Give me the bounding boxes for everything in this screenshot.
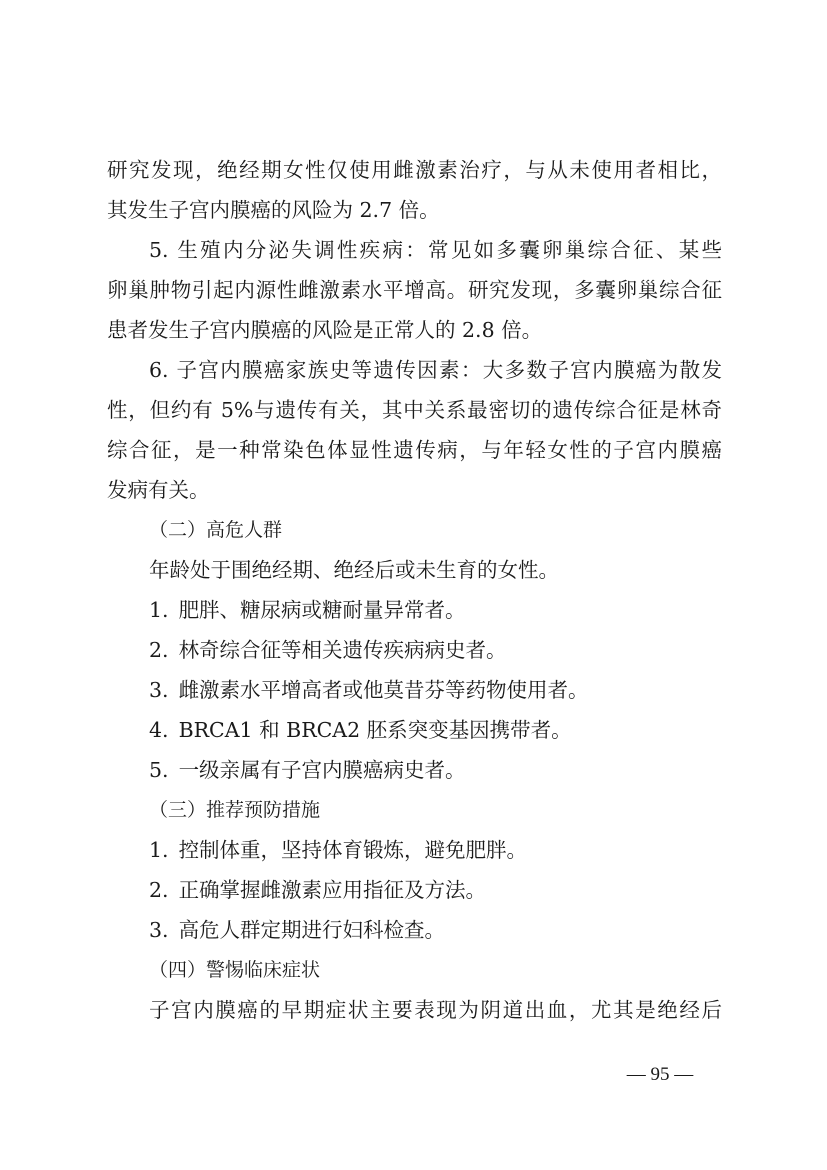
list-item-number: 1. — [149, 838, 169, 862]
paragraph-line: 发病有关。 — [107, 478, 210, 502]
list-item — [107, 710, 722, 750]
paragraph-line: 其发生子宫内膜癌的风险为 2.7 倍。 — [107, 198, 440, 222]
list-item-number: 1. — [149, 598, 169, 622]
paragraph-line: 6. 子宫内膜癌家族史等遗传因素：大多数子宫内膜癌为散发 — [149, 358, 722, 382]
list-item-text: 一级亲属有子宫内膜癌病史者。 — [178, 758, 466, 782]
list-item-text: 控制体重，坚持体育锻炼，避免肥胖。 — [178, 838, 528, 862]
list-item — [107, 670, 722, 710]
list-item — [107, 870, 722, 910]
list-item — [107, 910, 722, 950]
list-item-text: 肥胖、糖尿病或糖耐量异常者。 — [178, 598, 466, 622]
paragraph-line: 子宫内膜癌的早期症状主要表现为阴道出血，尤其是绝经后 — [149, 998, 722, 1022]
paragraph-line: 综合征，是一种常染色体显性遗传病，与年轻女性的子宫内膜癌 — [107, 438, 722, 462]
paragraph-line: 5. 生殖内分泌失调性疾病：常见如多囊卵巢综合征、某些 — [149, 238, 722, 262]
paragraph-line: 患者发生子宫内膜癌的风险是正常人的 2.8 倍。 — [107, 318, 543, 342]
list-item-number: 2. — [149, 878, 169, 902]
list-item-text: 高危人群定期进行妇科检查。 — [178, 918, 446, 942]
paragraph-line: 性，但约有 5%与遗传有关，其中关系最密切的遗传综合征是林奇 — [107, 398, 722, 422]
body-text — [107, 150, 722, 1030]
list-item-text: BRCA1 和 BRCA2 胚系突变基因携带者。 — [178, 718, 572, 742]
list-item-number: 2. — [149, 638, 169, 662]
section-heading-symptoms: （四）警惕临床症状 — [149, 959, 321, 981]
paragraph-line: 卵巢肿物引起内源性雌激素水平增高。研究发现，多囊卵巢综合征 — [107, 278, 722, 302]
list-item — [107, 750, 722, 790]
list-item — [107, 590, 722, 630]
section-heading-high-risk: （二）高危人群 — [149, 519, 283, 541]
list-item-number: 3. — [149, 918, 169, 942]
paragraph-line: 年龄处于围绝经期、绝经后或未生育的女性。 — [149, 558, 559, 582]
list-item-number: 4. — [149, 718, 169, 742]
list-item-number: 3. — [149, 678, 169, 702]
list-item-text: 雌激素水平增高者或他莫昔芬等药物使用者。 — [178, 678, 589, 702]
section-heading-prevention: （三）推荐预防措施 — [149, 799, 321, 821]
list-item — [107, 630, 722, 670]
list-item-number: 5. — [149, 758, 169, 782]
list-item-text: 林奇综合征等相关遗传疾病病史者。 — [178, 638, 507, 662]
list-item-text: 正确掌握雌激素应用指征及方法。 — [178, 878, 487, 902]
page-number: — 95 — — [626, 1064, 694, 1085]
list-item — [107, 830, 722, 870]
paragraph-line: 研究发现，绝经期女性仅使用雌激素治疗，与从未使用者相比， — [107, 158, 722, 182]
